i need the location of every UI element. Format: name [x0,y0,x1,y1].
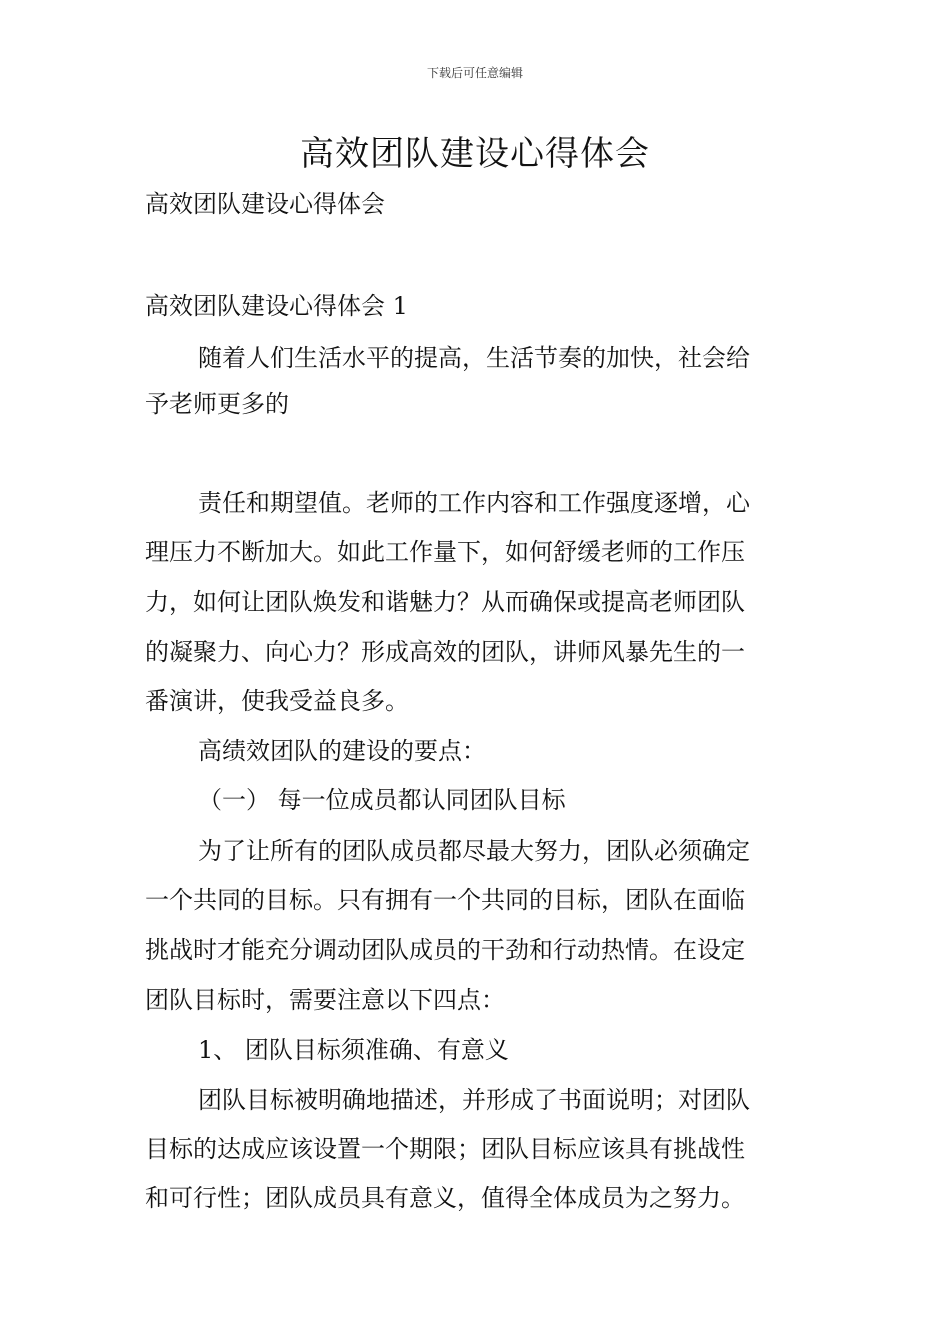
paragraph-line: 予老师更多的 [145,390,289,418]
paragraph-line: 番演讲，使我受益良多。 [145,687,409,715]
paragraph-line: 高绩效团队的建设的要点： [198,737,486,765]
paragraph-line: 理压力不断加大。如此工作量下，如何舒缓老师的工作压 [145,538,745,566]
paragraph-line: 目标的达成应该设置一个期限；团队目标应该具有挑战性 [145,1135,745,1163]
paragraph-line: 力，如何让团队焕发和谐魅力？从而确保或提高老师团队 [145,588,745,616]
paragraph-line: 的凝聚力、向心力？形成高效的团队，讲师风暴先生的一 [145,638,745,666]
paragraph-line: 高效团队建设心得体会 [145,190,385,218]
paragraph-line: 为了让所有的团队成员都尽最大努力，团队必须确定 [198,837,750,865]
page-header-note: 下载后可任意编辑 [426,66,523,80]
paragraph-line: 一个共同的目标。只有拥有一个共同的目标，团队在面临 [145,886,745,914]
paragraph-line: 1、 团队目标须准确、有意义 [198,1036,509,1064]
paragraph-line: 责任和期望值。老师的工作内容和工作强度逐增，心 [198,489,750,517]
paragraph-line: 随着人们生活水平的提高，生活节奏的加快，社会给 [198,344,750,372]
document-title: 高效团队建设心得体会 [300,134,650,174]
paragraph-line: 高效团队建设心得体会 1 [145,292,408,320]
paragraph-line: 挑战时才能充分调动团队成员的干劲和行动热情。在设定 [145,936,745,964]
paragraph-line: 和可行性；团队成员具有意义，值得全体成员为之努力。 [145,1184,745,1212]
paragraph-line: 团队目标时，需要注意以下四点： [145,986,505,1014]
paragraph-line: （一） 每一位成员都认同团队目标 [198,786,566,814]
paragraph-line: 团队目标被明确地描述，并形成了书面说明；对团队 [198,1086,750,1114]
